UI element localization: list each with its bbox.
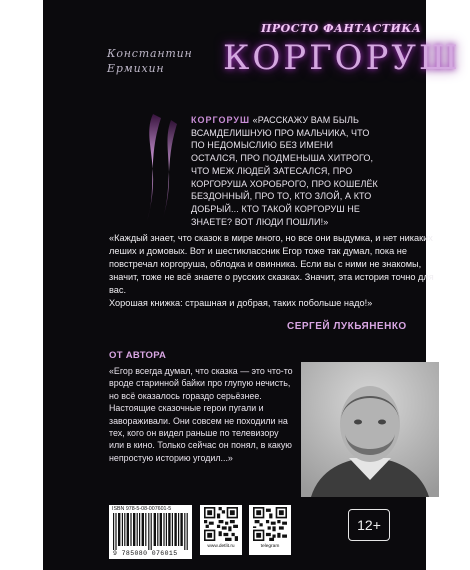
qr-label-telegram: telegram	[260, 544, 280, 549]
qr-code-icon	[204, 507, 238, 541]
author-last-name: Ермихин	[107, 62, 165, 75]
qr-code-icon	[253, 507, 287, 541]
book-title: КОРГОРУШ	[223, 38, 461, 78]
from-author-heading: ОТ АВТОРА	[109, 350, 167, 361]
blurb-text	[191, 114, 381, 228]
quote-paragraph: «Каждый знает, что сказок в мире много, но все они выдумка, и нет никаких леших и домовых. Вот и шестиклассник Егор тоже так думал, пока не повстречал коргоруша, облодка и овинника. Если вы с ними не знакомы, значит, тоже не всё знаете о русских сказках. Значит, эта история точно для вас.	[109, 233, 434, 295]
author-first-name: Константин	[107, 47, 193, 60]
barcode-number: 9 785080 076015	[113, 550, 178, 557]
claw-mark-illustration	[139, 110, 179, 225]
qr-code-website[interactable]	[200, 505, 242, 555]
book-back-cover	[43, 0, 461, 570]
review-quote	[109, 232, 453, 310]
author-name	[107, 46, 193, 76]
from-author-text: «Егор всегда думал, что сказка — это что-то вроде старинной байки про глупую нечисть, но всё оказалось гораздо серьёзнее. Настоящие сказочные герои пугали и завораживали. Они совсем не походили на тех, кого он видел раньше по телевизору или в кино. Только сейчас он понял, в какую непростую историю угодил...»	[109, 366, 293, 463]
quote-closing: Хорошая книжка: страшная и добрая, таких побольше надо!»	[109, 298, 373, 308]
barcode-bars	[113, 513, 188, 550]
age-rating-badge: 12+	[348, 509, 390, 541]
qr-label-website: www.detlit.ru	[207, 544, 235, 549]
isbn-label: ISBN 978-5-08-007601-5	[112, 506, 172, 512]
series-label: ПРОСТО ФАНТАСТИКА	[261, 22, 422, 35]
qr-code-telegram[interactable]	[249, 505, 291, 555]
blurb-name: КОРГОРУШ	[191, 115, 251, 125]
quote-attribution: СЕРГЕЙ ЛУКЬЯНЕНКО	[287, 321, 407, 332]
author-photo	[301, 362, 439, 497]
blurb-body: «РАССКАЖУ ВАМ БЫЛЬ ВСАМДЕЛИШНУЮ ПРО МАЛЬЧИКА, ЧТО ПО НЕДОМЫСЛИЮ БЕЗ ИМЕНИ ОСТАЛСЯ, ПРО ПОДМЕНЫША ХИТРОГО, ЧТО МЕЖ ЛЮДЕЙ ЗАТЕСАЛСЯ, ПРО КОРГОРУША ХОРОБРОГО, ПРО КОШЕЛЁК БЕЗДОННЫЙ, ПРО ТО, КТО ЗЛОЙ, А КТО ДОБРЫЙ... КТО ТАКОЙ КОРГОРУШ НЕ ЗНАЕТЕ? ВОТ ЛЮДИ ПОШЛИ!»	[191, 115, 378, 227]
barcode	[109, 505, 192, 559]
